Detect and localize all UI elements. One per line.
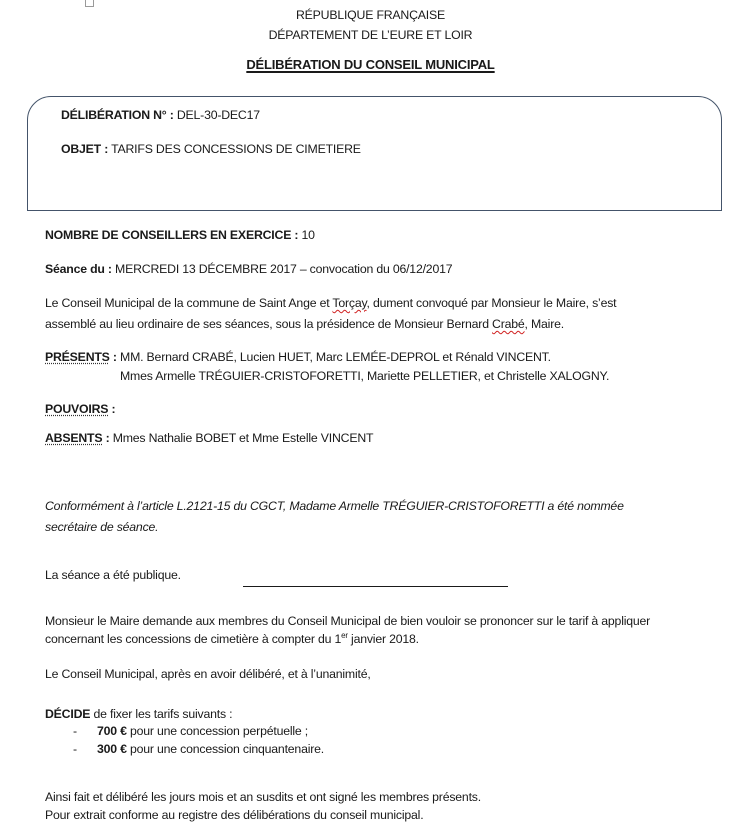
absents-line — [45, 431, 373, 445]
secretary-line-2: secrétaire de séance. — [45, 520, 159, 534]
request-line-2 — [45, 632, 419, 646]
session-date — [45, 262, 452, 276]
list-item — [97, 724, 308, 738]
tariff-amount: 300 € — [97, 742, 127, 756]
deliberation-number — [61, 108, 260, 122]
presents-line-1 — [45, 350, 551, 364]
secretary-line-1: Conformément à l’article L.2121-15 du CGCT, Madame Armelle TRÉGUIER-CRISTOFORETTI a été nommée — [45, 499, 624, 513]
closing-line-1: Ainsi fait et délibéré les jours mois et an susdits et ont signé les membres présents. — [45, 790, 481, 804]
request-line-1: Monsieur le Maire demande aux membres du Conseil Municipal de bien vouloir se prononcer sur le tarif à appliquer — [45, 614, 651, 628]
presents-men: MM. Bernard CRABÉ, Lucien HUET, Marc LEMÉE-DEPROL et Rénald VINCENT. — [116, 350, 551, 364]
paragraph-marker-icon — [85, 0, 94, 7]
session-value: MERCREDI 13 DÉCEMBRE 2017 – convocation du 06/12/2017 — [111, 262, 453, 276]
tariff-description: pour une concession perpétuelle ; — [126, 724, 308, 738]
councillors-value: 10 — [298, 228, 315, 242]
session-label: Séance du : — [45, 262, 112, 276]
decision-text: de fixer les tarifs suivants : — [90, 707, 233, 721]
absents-value: Mmes Nathalie BOBET et Mme Estelle VINCENT — [109, 431, 374, 445]
intro-text: , dument convoqué par Monsieur le Maire, s’est — [366, 296, 617, 310]
list-bullet: - — [73, 742, 77, 756]
pouvoirs-label: POUVOIRS — [45, 402, 109, 416]
header-department: DÉPARTEMENT DE L’EURE ET LOIR — [268, 28, 473, 42]
intro-text: Le Conseil Municipal de la commune de Saint Ange et — [45, 296, 333, 310]
request-text: concernant les concessions de cimetière à compter du 1 — [45, 632, 342, 646]
document-title: DÉLIBÉRATION DU CONSEIL MUNICIPAL — [246, 57, 495, 72]
pouvoirs-line — [45, 402, 115, 416]
deliberation-number-value: DEL-30-DEC17 — [173, 108, 260, 122]
tariff-amount: 700 € — [97, 724, 127, 738]
request-text: janvier 2018. — [347, 632, 419, 646]
councillors-count — [45, 228, 315, 242]
list-bullet: - — [73, 724, 77, 738]
deliberation-object — [61, 142, 361, 156]
ordinal-superscript: er — [341, 631, 348, 640]
deliberation-object-value: TARIFS DES CONCESSIONS DE CIMETIERE — [108, 142, 361, 156]
header-republic: RÉPUBLIQUE FRANÇAISE — [295, 8, 446, 22]
intro-text: , Maire. — [524, 317, 564, 331]
absents-label: ABSENTS — [45, 431, 103, 445]
councillors-label: NOMBRE DE CONSEILLERS EN EXERCICE : — [45, 228, 299, 242]
list-item — [97, 742, 324, 756]
presents-line-2: Mmes Armelle TRÉGUIER-CRISTOFORETTI, Mariette PELLETIER, et Christelle XALOGNY. — [120, 369, 610, 383]
unanimity-line: Le Conseil Municipal, après en avoir délibéré, et à l’unanimité, — [45, 667, 371, 681]
pouvoirs-separator: : — [108, 402, 116, 416]
decision-label: DÉCIDE — [45, 707, 91, 721]
deliberation-number-label: DÉLIBÉRATION N° : — [61, 108, 174, 122]
presents-label: PRÉSENTS — [45, 350, 110, 364]
intro-text: assemblé au lieu ordinaire de ses séances, sous la présidence de Monsieur Bernard — [45, 317, 493, 331]
spelling-flag-crabe[interactable]: Crabé — [492, 317, 525, 331]
signature-line — [243, 586, 508, 587]
decision-line — [45, 707, 232, 721]
public-session: La séance a été publique. — [45, 568, 181, 582]
presents-separator: : — [109, 350, 117, 364]
spelling-flag-torcay[interactable]: Torçay — [332, 296, 367, 310]
deliberation-object-label: OBJET : — [61, 142, 109, 156]
closing-line-2: Pour extrait conforme au registre des délibérations du conseil municipal. — [45, 808, 424, 822]
intro-line-1 — [45, 296, 616, 310]
intro-line-2 — [45, 317, 564, 331]
tariff-description: pour une concession cinquantenaire. — [126, 742, 324, 756]
absents-separator: : — [102, 431, 110, 445]
